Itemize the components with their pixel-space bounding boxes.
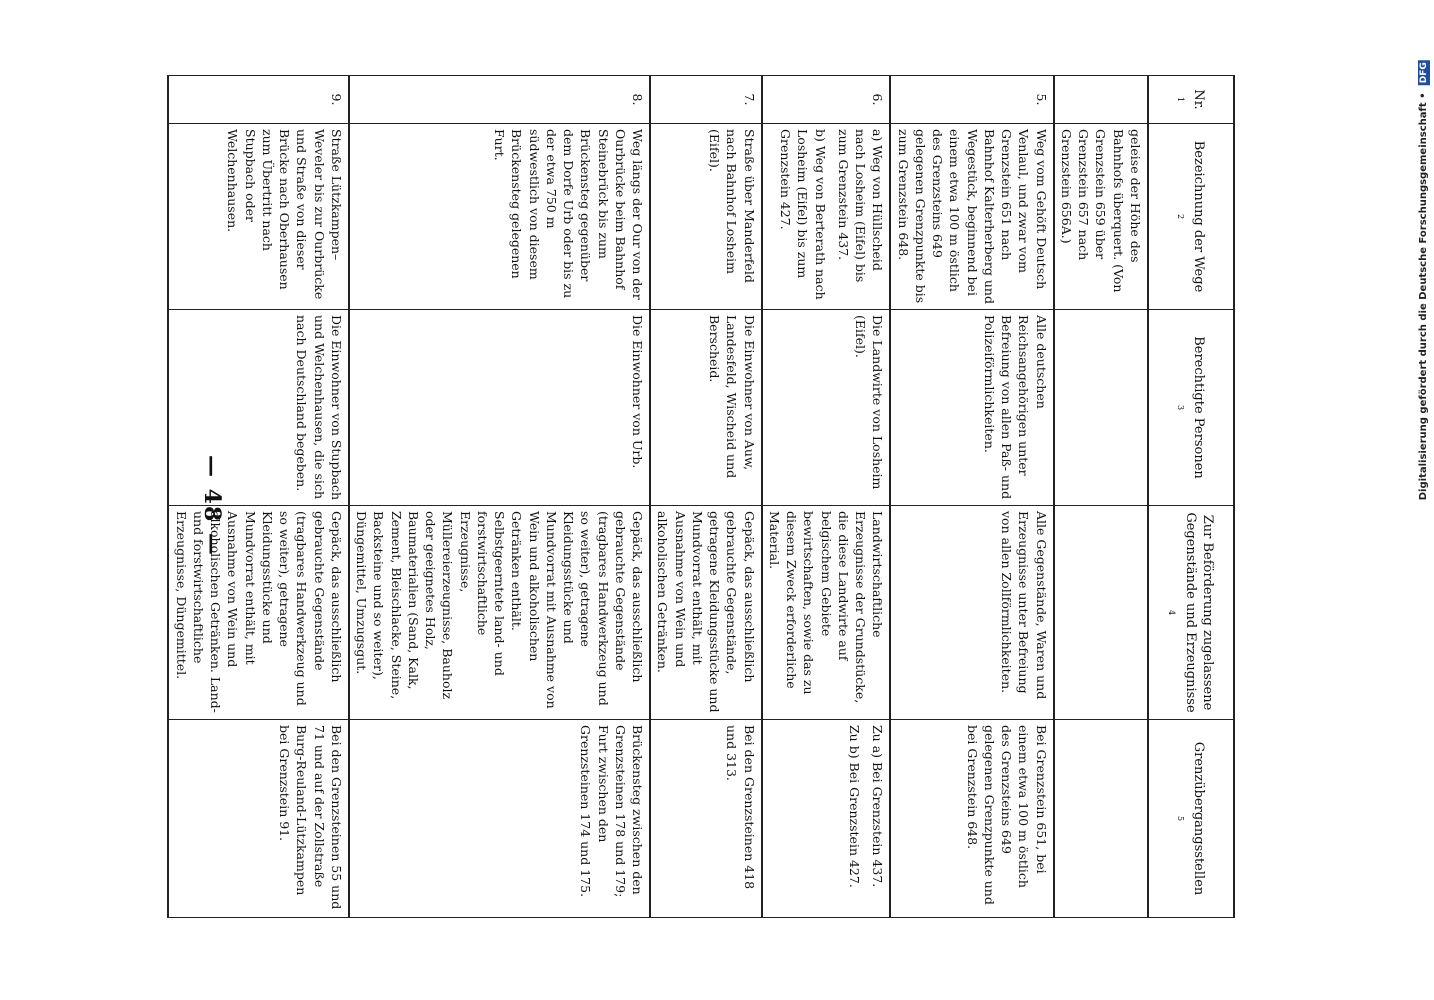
- weg-cell: [762, 124, 891, 310]
- weg-cell: Weg vom Gehöft Deutsch Venlaul, und zwar vom Grenzstein 651 nach Bahnhof Kalterherberg und Wegestück, beginnend bei einem etwa 100 m östlich des Grenzsteins 649 gelegenen Grenzpunkte bis zum Grenzstein 648.: [891, 124, 1054, 310]
- digitization-note: [1418, 60, 1430, 500]
- stellen-sub-b: Zu b) Bei Grenzstein 427.: [847, 725, 863, 888]
- crossing-table: [168, 75, 1236, 918]
- table-row: [891, 76, 1054, 918]
- weg-cell: Straße Lützkampen–Weveler bis zur Ourbrücke und Straße von dieser Brücke nach Oberhausen zum Übertritt nach Stupbach oder Welchenhausen.: [169, 124, 350, 310]
- rotated-page: [125, 75, 1235, 935]
- personen-cell: [1054, 310, 1148, 506]
- gegenstaende-cell: [1054, 506, 1148, 720]
- header-stellen: Grenzübergangsstellen 5: [1148, 720, 1234, 918]
- row-number: 7.: [650, 76, 762, 124]
- header-nr: Nr. 1: [1148, 76, 1234, 124]
- weg-cell: Weg längs der Our von der Ourbrücke beim Bahnhof Steinebrück bis zum Brückensteg gegenüber dem Dorfe Urb oder bis zu der etwa 750 m südwestlich von diesem Brückensteg gelegenen Furt.: [349, 124, 650, 310]
- stellen-cell: Brückensteg zwischen den Grenzsteinen 178 und 179; Furt zwischen den Grenzsteinen 174 und 175.: [349, 720, 650, 918]
- weg-sub-a: a) Weg von Hüllscheid nach Losheim (Eifel) bis zum Grenzstein 437.: [836, 129, 886, 283]
- row-number: 8.: [349, 76, 650, 124]
- stellen-cell: [762, 720, 891, 918]
- row-number: 6.: [762, 76, 891, 124]
- stellen-cell: [1054, 720, 1148, 918]
- stellen-cell: Bei den Grenzsteinen 55 und 71 und auf der Zollstraße Burg-Reuland-Lützkampen bei Grenzstein 91.: [169, 720, 350, 918]
- row-number: 5.: [891, 76, 1054, 124]
- row-number: 9.: [169, 76, 350, 124]
- header-gegenstaende: Zur Beförderung zugelassene Gegenstände und Erzeugnisse 4: [1148, 506, 1234, 720]
- table-row: [1054, 76, 1148, 918]
- weg-cell: geleise der Höhe des Bahnhofs überquert. (Von Grenzstein 659 über Grenzstein 657 nach Grenzstein 656A.): [1054, 124, 1148, 310]
- digitization-note-text: Digitalisierung gefördert durch die Deutsche Forschungsgemeinschaft •: [1418, 89, 1429, 501]
- page-number: — 48 —: [199, 455, 225, 557]
- stellen-sub-a: Zu a) Bei Grenzstein 437.: [870, 725, 886, 888]
- stellen-cell: Bei den Grenzsteinen 418 und 313.: [650, 720, 762, 918]
- table-row: [650, 76, 762, 918]
- weg-sub-b: b) Weg von Berterath nach Losheim (Eifel) bis zum Grenzstein 427.: [778, 129, 828, 300]
- table-row: [169, 76, 350, 918]
- personen-cell: Die Landwirte von Losheim (Eifel).: [762, 310, 891, 506]
- header-row: [1148, 76, 1234, 918]
- header-weg: Bezeichnung der Wege 2: [1148, 124, 1234, 310]
- gegenstaende-cell: Gepäck, das ausschließlich gebrauchte Gegenstände, getragene Kleidungsstücke und Mundvorrat enthält, mit Ausnahme von Wein und alkoholischen Getränken.: [650, 506, 762, 720]
- personen-cell: Alle deutschen Reichsangehörigen unter Befreiung von allen Paß- und Polizeiförmlichkeiten.: [891, 310, 1054, 506]
- table-row: [349, 76, 650, 918]
- weg-cell: Straße über Manderfeld nach Bahnhof Losheim (Eifel).: [650, 124, 762, 310]
- gegenstaende-cell: Gepäck, das ausschließlich gebrauchte Gegenstände (tragbares Handwerkzeug und so weiter), getragene Kleidungsstücke und Mundvorrat mit Ausnahme von Wein und alkoholischen Getränken enthält. Selbstgeerntete land- und forstwirtschaftliche Erzeugnisse, Müllereierzeugnisse, Bauholz oder geeignetes Holz, Baumaterialien (Sand, Kalk, Zement, Bleischlacke, Steine, Backsteine und so weiter), Düngemittel, Umzugsgut.: [349, 506, 650, 720]
- gegenstaende-cell: Gepäck, das ausschließlich gebrauchte Gegenstände (tragbares Handwerkzeug und so weiter), getragene Kleidungsstücke und Mundvorrat enthält, mit Ausnahme von Wein und alkoholischen Getränken. Land- und forstwirtschaftliche Erzeugnisse, Düngemittel.: [169, 506, 350, 720]
- table-row: [762, 76, 891, 918]
- personen-cell: Die Einwohner von Stupbach und Welchenhausen, die sich nach Deutschland begeben.: [169, 310, 350, 506]
- row-number: [1054, 76, 1148, 124]
- stellen-cell: Bei Grenzstein 651, bei einem etwa 100 m östlich des Grenzsteins 649 gelegenen Grenzpunkte und bei Grenzstein 648.: [891, 720, 1054, 918]
- header-personen: Berechtigte Personen 3: [1148, 310, 1234, 506]
- gegenstaende-cell: Landwirtschaftliche Erzeugnisse der Grundstücke, die diese Landwirte auf belgischem Gebiete bewirtschaften, sowie das zu diesem Zweck erforderliche Material.: [762, 506, 891, 720]
- gegenstaende-cell: Alle Gegenstände, Waren und Erzeugnisse unter Befreiung von allen Zollförmlichkeiten.: [891, 506, 1054, 720]
- personen-cell: Die Einwohner von Urb.: [349, 310, 650, 506]
- dfg-logo: DFG: [1419, 62, 1429, 84]
- personen-cell: Die Einwohner von Auw, Landesfeld, Wischeid und Berscheid.: [650, 310, 762, 506]
